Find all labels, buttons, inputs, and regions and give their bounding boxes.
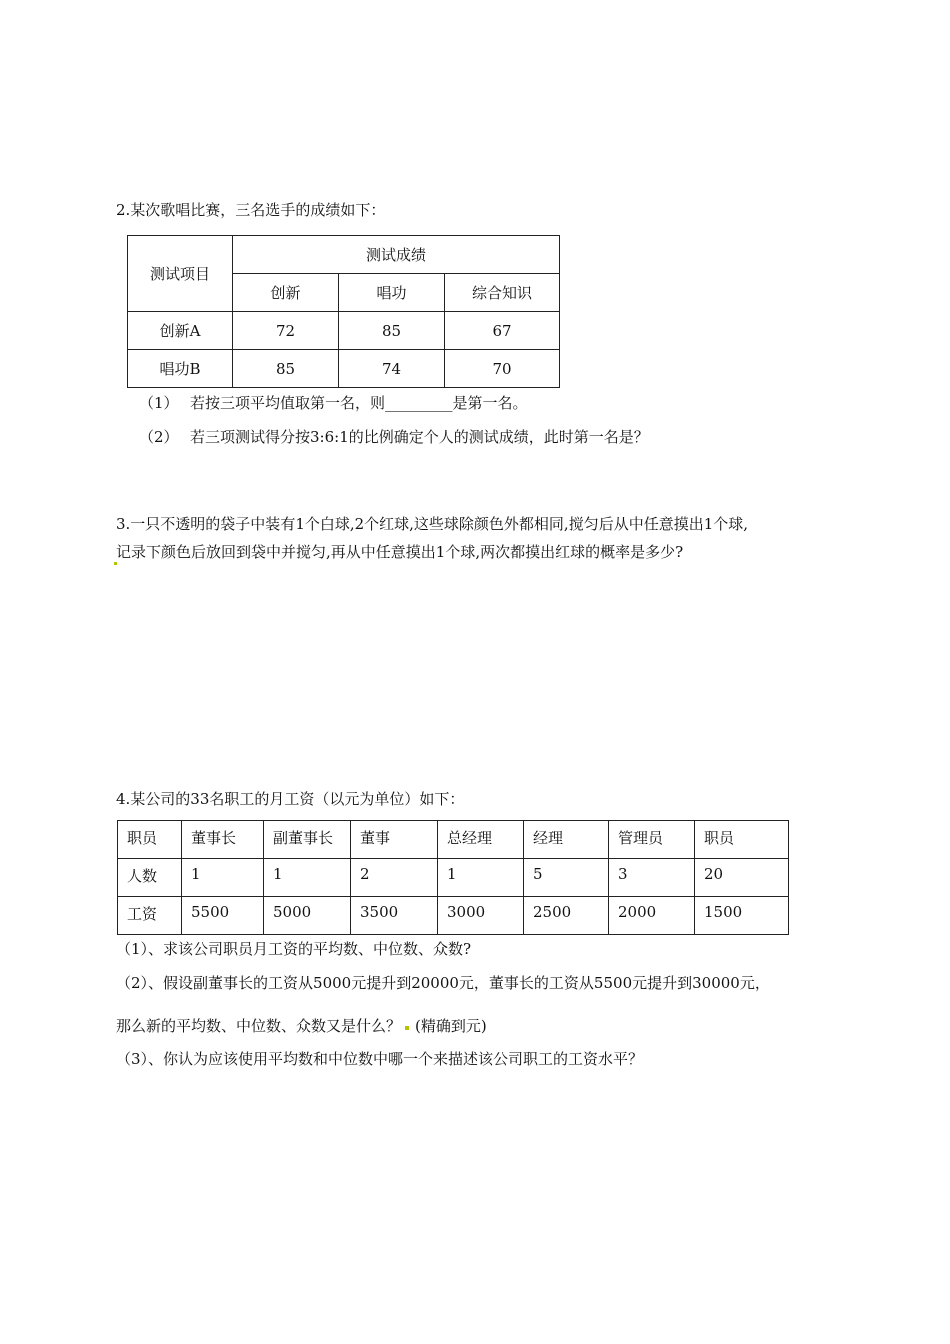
table-cell: 1500 (695, 897, 789, 935)
table-cell: 5500 (182, 897, 264, 935)
q4-sub2-note: (精确到元) (415, 1017, 487, 1035)
table-cell: 20 (695, 859, 789, 897)
table-cell: 管理员 (609, 821, 695, 859)
table-cell: 工资 (118, 897, 182, 935)
table-cell: 总经理 (438, 821, 524, 859)
table-cell: 85 (233, 350, 339, 388)
text-cursor-mark (405, 1026, 409, 1030)
table-header-item: 测试项目 (128, 236, 233, 312)
table-cell: 67 (445, 312, 560, 350)
table-cell: 经理 (524, 821, 609, 859)
table-header-score: 测试成绩 (233, 236, 560, 274)
table-cell: 副董事长 (264, 821, 351, 859)
q4-sub2-line-1: （2）、假设副董事长的工资从5000元提升到20000元，董事长的工资从5500元提升到30000元， (116, 974, 770, 992)
q3-line-2: 记录下颜色后放回到袋中并搅匀,再从中任意摸出1个球,两次都摸出红球的概率是多少? (116, 543, 684, 561)
q4-sub2-question: 那么新的平均数、中位数、众数又是什么？ (116, 1017, 402, 1035)
table-cell: 3500 (351, 897, 438, 935)
table-cell: 2500 (524, 897, 609, 935)
table-subheader: 唱功 (339, 274, 445, 312)
table-cell: 董事 (351, 821, 438, 859)
table-cell: 创新A (128, 312, 233, 350)
text-cursor-mark (114, 562, 117, 565)
table-cell: 1 (182, 859, 264, 897)
q2-sub1-text: 若按三项平均值取第一名，则_________是第一名。 (190, 394, 528, 412)
table-cell: 85 (339, 312, 445, 350)
table-cell: 职员 (695, 821, 789, 859)
q4-salary-table (117, 820, 789, 935)
table-cell: 董事长 (182, 821, 264, 859)
table-row (128, 350, 560, 388)
table-row (118, 859, 789, 897)
q4-title: 4.某公司的33名职工的月工资（以元为单位）如下： (116, 790, 465, 808)
table-row (118, 821, 789, 859)
table-row (118, 897, 789, 935)
table-cell: 人数 (118, 859, 182, 897)
q2-sub2-number: （2） (139, 428, 179, 446)
table-cell: 2 (351, 859, 438, 897)
table-subheader: 综合知识 (445, 274, 560, 312)
q2-title: 2.某次歌唱比赛，三名选手的成绩如下： (116, 201, 386, 219)
table-cell: 1 (438, 859, 524, 897)
table-cell: 5 (524, 859, 609, 897)
table-cell: 2000 (609, 897, 695, 935)
q2-score-table (127, 235, 560, 388)
q4-sub1: （1）、求该公司职员月工资的平均数、中位数、众数? (116, 940, 472, 958)
q2-sub1-number: （1） (139, 394, 179, 412)
q4-sub3: （3）、你认为应该使用平均数和中位数中哪一个来描述该公司职工的工资水平？ (116, 1050, 644, 1068)
table-cell: 5000 (264, 897, 351, 935)
table-cell: 3 (609, 859, 695, 897)
table-cell: 72 (233, 312, 339, 350)
table-subheader: 创新 (233, 274, 339, 312)
table-cell: 74 (339, 350, 445, 388)
q2-sub2-text: 若三项测试得分按3:6:1的比例确定个人的测试成绩，此时第一名是？ (190, 428, 649, 446)
table-cell: 唱功B (128, 350, 233, 388)
table-row (128, 312, 560, 350)
table-cell: 70 (445, 350, 560, 388)
table-cell: 3000 (438, 897, 524, 935)
q4-sub2-line-2 (116, 1017, 487, 1035)
table-cell: 职员 (118, 821, 182, 859)
q3-line-1: 3.一只不透明的袋子中装有1个白球,2个红球,这些球除颜色外都相同,搅匀后从中任意摸出1个球, (116, 515, 749, 533)
table-cell: 1 (264, 859, 351, 897)
